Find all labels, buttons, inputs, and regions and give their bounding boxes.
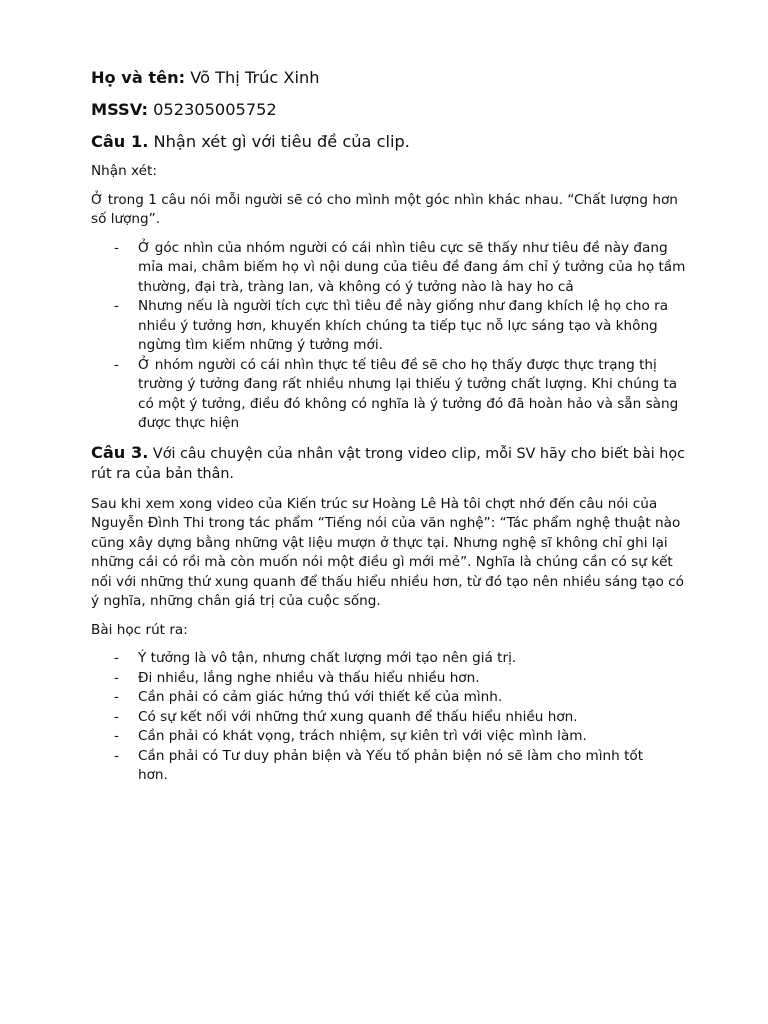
question-3-number: Câu 3.	[91, 442, 149, 462]
bullet-marker: -	[114, 747, 119, 764]
list-item	[91, 688, 695, 708]
list-item	[91, 356, 695, 434]
student-name-value: Võ Thị Trúc Xinh	[185, 68, 320, 87]
bullet-marker: -	[114, 689, 119, 705]
bullet-marker: -	[114, 650, 119, 666]
document-page	[91, 66, 695, 795]
list-item	[91, 708, 695, 728]
list-item-text: Ý tưởng là vô tận, nhưng chất lượng mới tạo nên giá trị.	[138, 650, 517, 666]
bullet-marker: -	[114, 239, 119, 256]
question-1-number: Câu 1.	[91, 132, 149, 151]
list-item-text: Ở nhóm người có cái nhìn thực tế tiêu đề sẽ cho họ thấy được thực trạng thị trường ý tưởng đang rất nhiều nhưng lại thiếu ý tưởng chất lượng. Khi chúng ta có một ý tưởng, điều đó không có nghĩa là ý tưởng đó đã hoàn hảo và sẵn sàng được thực hiện	[138, 356, 679, 431]
student-id-value: 052305005752	[147, 100, 277, 119]
bullet-marker: -	[114, 356, 119, 373]
list-item-text: Cần phải có Tư duy phản biện và Yếu tố phản biện nó sẽ làm cho mình tốt hơn.	[138, 747, 644, 783]
list-item	[91, 239, 695, 298]
list-item	[91, 297, 695, 356]
list-item	[91, 727, 695, 747]
list-item-text: Đi nhiều, lắng nghe nhiều và thấu hiểu nhiều hơn.	[138, 669, 480, 686]
q1-intro-paragraph: Ở trong 1 câu nói mỗi người sẽ có cho mình một góc nhìn khác nhau. “Chất lượng hơn số lượng”.	[91, 191, 678, 227]
q3-bullet-list	[91, 649, 695, 786]
list-item	[91, 669, 695, 689]
q1-bullet-list	[91, 239, 695, 434]
bullet-marker: -	[114, 298, 119, 314]
student-name-line	[91, 66, 695, 90]
q3-subheading: Bài học rút ra:	[91, 621, 188, 638]
question-1-text: Nhận xét gì với tiêu đề của clip.	[148, 132, 410, 151]
list-item-text: Cần phải có khát vọng, trách nhiệm, sự kiên trì với việc mình làm.	[138, 728, 587, 744]
question-1-heading	[91, 130, 695, 154]
question-3-heading	[91, 443, 695, 484]
student-name-label: Họ và tên:	[91, 68, 186, 87]
student-id-line	[91, 98, 695, 122]
q1-subheading: Nhận xét:	[91, 163, 157, 179]
list-item-text: Có sự kết nối với những thứ xung quanh để thấu hiểu nhiều hơn.	[138, 708, 578, 725]
list-item-text: Ở góc nhìn của nhóm người có cái nhìn tiêu cực sẽ thấy như tiêu đề này đang mỉa mai, châm biếm họ vì nội dung của tiêu đề đang ám chỉ ý tưởng của họ tầm thường, đại trà, tràng lan, và không có ý tưởng nào là hay ho cả	[138, 239, 686, 295]
student-id-label: MSSV:	[91, 100, 148, 119]
q3-paragraph: Sau khi xem xong video của Kiến trúc sư Hoàng Lê Hà tôi chợt nhớ đến câu nói của Nguyễn Đình Thi trong tác phẩm “Tiếng nói của văn nghệ”: “Tác phẩm nghệ thuật nào cũng xây dựng bằng những vật liệu mượn ở thực tại. Nhưng nghệ sĩ không chỉ ghi lại những cái có rồi mà còn muốn nói một điều gì mới mẻ”. Nghĩa là chúng cần có sự kết nối với những thứ xung quanh để thấu hiểu nhiều hơn, từ đó tạo nên nhiều sáng tạo có ý nghĩa, những chân giá trị của cuộc sống.	[91, 495, 684, 609]
list-item	[91, 747, 695, 786]
bullet-marker: -	[114, 669, 119, 686]
list-item-text: Nhưng nếu là người tích cực thì tiêu đề này giống như đang khích lệ họ cho ra nhiều ý tưởng hơn, khuyến khích chúng ta tiếp tục nỗ lực sáng tạo và không ngừng tìm kiếm những ý tưởng mới.	[138, 298, 669, 353]
bullet-marker: -	[114, 728, 119, 744]
bullet-marker: -	[114, 708, 119, 725]
question-3-text: Với câu chuyện của nhân vật trong video clip, mỗi SV hãy cho biết bài học rút ra của bản thân.	[91, 445, 685, 482]
list-item-text: Cần phải có cảm giác hứng thú với thiết kế của mình.	[138, 689, 503, 705]
list-item	[91, 649, 695, 669]
